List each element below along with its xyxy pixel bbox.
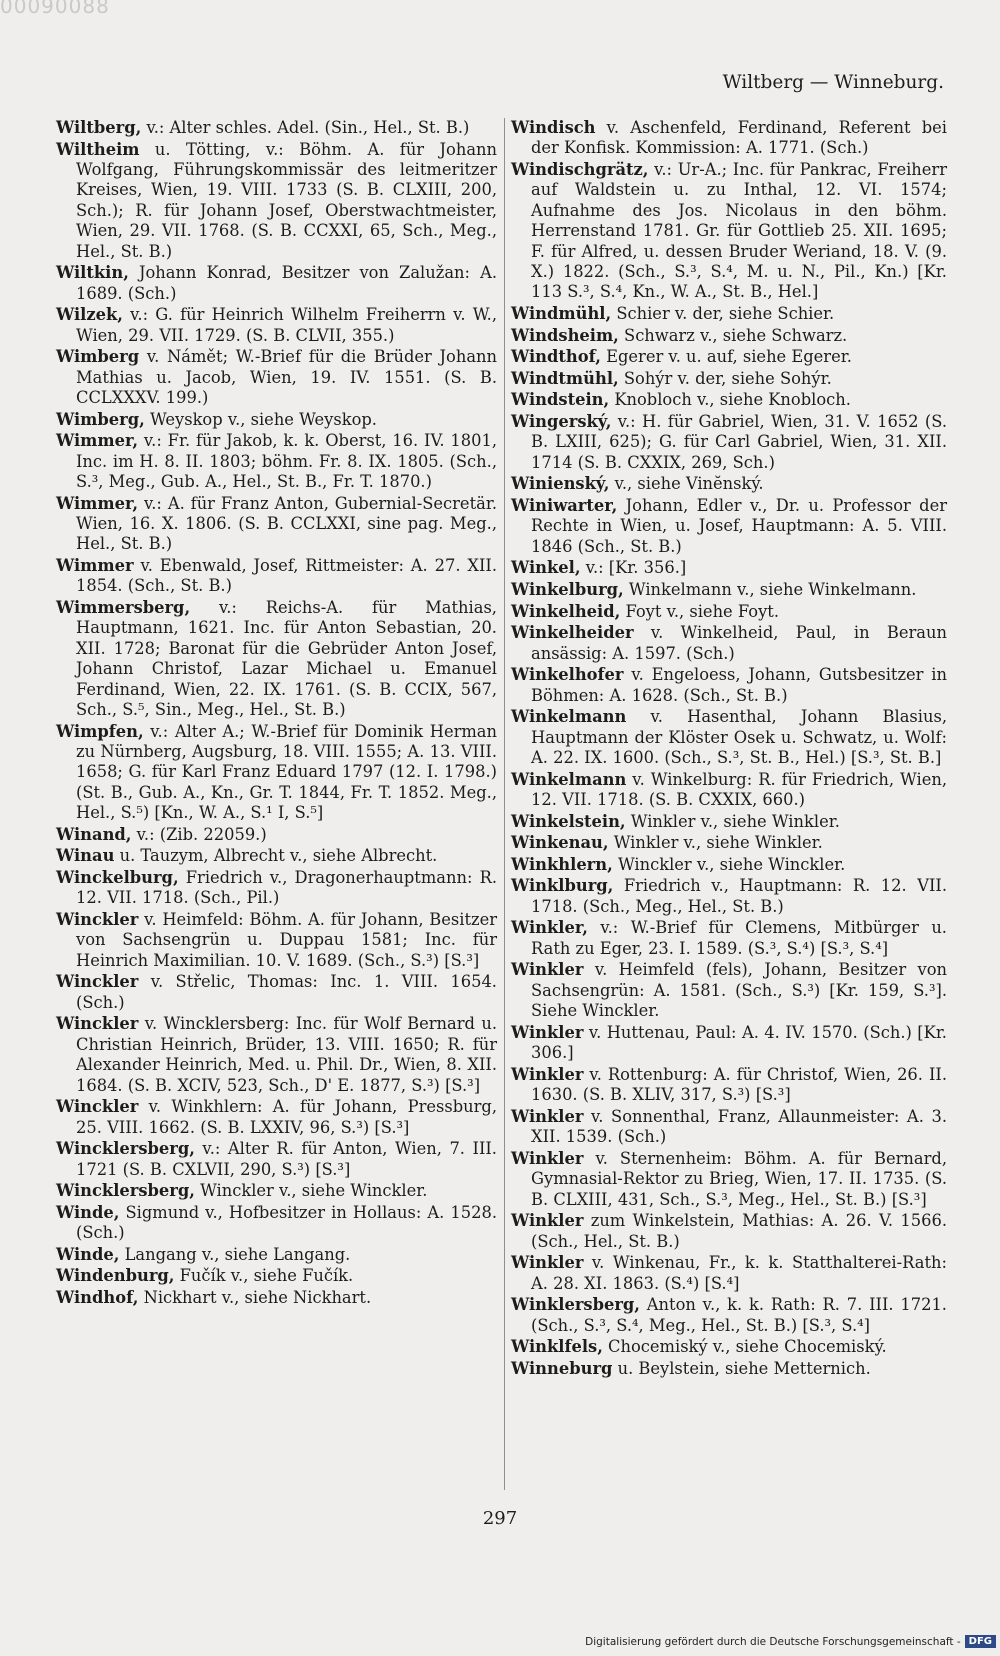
entry [511, 960, 947, 1021]
entry [511, 304, 947, 324]
entry-headword: Winkenau, [511, 833, 609, 853]
entry [511, 1337, 947, 1357]
left-column [56, 118, 497, 1310]
entry [56, 846, 497, 866]
entry [511, 770, 947, 811]
entry-text: v. Námět; W.-Brief für die Brüder Johann Mathias u. Jacob, Wien, 19. IV. 1551. (S. B. CCLXXXV. 199.) [76, 347, 497, 408]
entry-headword: Windenburg, [56, 1266, 175, 1286]
entry-headword: Winckler [56, 1014, 139, 1034]
entry-text: Winkler v., siehe Winkler. [608, 833, 823, 853]
entry-text: v. Rottenburg: A. für Christof, Wien, 26. II. 1630. (S. B. XLIV, 317, S.³) [S.³] [531, 1064, 947, 1105]
entry-headword: Windstein, [511, 390, 610, 410]
footer-text: Digitalisierung gefördert durch die Deutsche Forschungsgemeinschaft - [585, 1635, 961, 1648]
entry-headword: Wimmer, [56, 493, 139, 513]
page-number: 297 [482, 1508, 518, 1529]
entry-headword: Winklburg, [511, 876, 614, 896]
entry-headword: Wimmer, [56, 431, 139, 451]
entry-headword: Winkelmann [511, 707, 627, 727]
entry-text: v. Winkenau, Fr., k. k. Statthalterei-Rath: A. 28. XI. 1863. (S.⁴) [S.⁴] [531, 1253, 947, 1293]
entry [56, 1014, 497, 1096]
entry-headword: Winiwarter, [511, 496, 618, 515]
entry-text: u. Beylstein, siehe Metternich. [612, 1358, 871, 1378]
entry-text: v.: Alter R. für Anton, Wien, 7. III. 1721 (S. B. CXLVII, 290, S.³) [S.³] [76, 1139, 497, 1179]
entry [511, 1149, 947, 1210]
entry [56, 722, 497, 824]
entry-headword: Winde, [56, 1202, 120, 1222]
entry-headword: Winklersberg, [511, 1295, 640, 1315]
footer [585, 1635, 996, 1648]
entry-text: u. Tauzym, Albrecht v., siehe Albrecht. [114, 846, 438, 866]
entry-headword: Winkelheider [511, 623, 634, 643]
entry [56, 494, 497, 555]
entry-headword: Winneburg [511, 1358, 613, 1378]
entry [56, 1203, 497, 1244]
entry-text: Winkelmann v., siehe Winkelmann. [623, 580, 917, 599]
entry-text: v.: W.-Brief für Clemens, Mitbürger u. Rath zu Eger, 23. I. 1589. (S.³, S.⁴) [S.³, S.⁴] [531, 918, 947, 958]
entry-headword: Winkler [511, 1253, 584, 1273]
entry-headword: Winkelstein, [511, 811, 626, 831]
entry-text: Winkler v., siehe Winkler. [625, 811, 840, 831]
entry-headword: Windtmühl, [511, 368, 619, 388]
entry-text: v.: Fr. für Jakob, k. k. Oberst, 16. IV. 1801, Inc. im H. 8. II. 1803; böhm. Fr. 8. IX. 1805. (Sch., S.³, Meg., Gub. A., Hel., St. B., Fr. T. 1870.) [76, 431, 497, 492]
running-head: Wiltberg — Winneburg. [722, 72, 944, 93]
entry [511, 390, 947, 410]
right-column [511, 118, 947, 1380]
entry [511, 160, 947, 303]
entry-headword: Wincklersberg, [56, 1139, 195, 1159]
entry [56, 431, 497, 492]
entry [511, 623, 947, 664]
entry [511, 707, 947, 768]
entry [511, 118, 947, 159]
entry-headword: Wimberg [56, 347, 140, 367]
entry [511, 918, 947, 959]
entry [56, 1288, 497, 1308]
entry-headword: Windsheim, [511, 325, 619, 345]
entry-headword: Wimmersberg, [56, 598, 191, 618]
entry-text: v. Winkelheid, Paul, in Beraun ansässig: A. 1597. (Sch.) [531, 623, 947, 663]
entry-headword: Windhof, [56, 1288, 139, 1308]
entry-text: v. Střelic, Thomas: Inc. 1. VIII. 1654. (Sch.) [76, 972, 497, 1012]
entry-headword: Winkler [511, 1064, 584, 1084]
entry [511, 412, 947, 473]
entry-headword: Windthof, [511, 347, 601, 367]
entry-headword: Wiltkin, [56, 263, 129, 283]
entry [56, 263, 497, 304]
entry [511, 326, 947, 346]
entry-text: v.: Reichs-A. für Mathias, Hauptmann, 1621. Inc. für Anton Sebastian, 20. XII. 1728; Baronat für die Gebrüder Anton Josef, Johann Christof, Lazar Michael u. Emanuel Ferdinand, Wien, 22. IX. 1761. (S. B. CCIX, 567, Sch., S.⁵, Sin., Meg., Hel., St. B.) [76, 598, 497, 720]
entry-headword: Winkelmann [511, 769, 627, 789]
entry-text: Knobloch v., siehe Knobloch. [609, 390, 851, 410]
entry-text: v. Sonnenthal, Franz, Allaunmeister: A. 3. XII. 1539. (Sch.) [531, 1106, 947, 1147]
dfg-logo: DFG [965, 1635, 996, 1648]
entry-text: v.: H. für Gabriel, Wien, 31. V. 1652 (S. B. LXIII, 625); G. für Carl Gabriel, Wien, 31. XII. 1714 (S. B. CXXIX, 269, Sch.) [531, 412, 947, 472]
entry-text: Sohýr v. der, siehe Sohýr. [618, 368, 832, 388]
entry-text: Sigmund v., Hofbesitzer in Hollaus: A. 1528. (Sch.) [76, 1202, 497, 1243]
entry-headword: Windischgrätz, [511, 160, 649, 179]
entry-headword: Windisch [511, 118, 596, 137]
entry [511, 1359, 947, 1379]
entry-text: Winckler v., siehe Winckler. [194, 1181, 428, 1201]
entry [511, 1065, 947, 1106]
entry-headword: Winckler [56, 910, 139, 930]
entry-headword: Wilzek, [56, 305, 123, 325]
entry-text: v. Heimfeld (fels), Johann, Besitzer von Sachsengrün: A. 1581. (Sch., S.³) [Kr. 159, S.³]. Siehe Winckler. [531, 960, 947, 1021]
entry [56, 1139, 497, 1180]
entry [56, 410, 497, 430]
entry [56, 825, 497, 845]
entry [511, 1295, 947, 1336]
entry-headword: Winkel, [511, 558, 581, 578]
entry-text: Schwarz v., siehe Schwarz. [618, 325, 848, 345]
entry-text: v. Sternenheim: Böhm. A. für Bernard, Gymnasial-Rektor zu Brieg, Wien, 17. II. 1735. (S. B. CLXIII, 431, Sch., S.³, Meg., Hel., St. B.) [S.³] [531, 1148, 947, 1209]
entry [511, 665, 947, 706]
entry-text: Schier v. der, siehe Schier. [611, 304, 835, 324]
entry [56, 1245, 497, 1265]
entry-text: v. Wincklersberg: Inc. für Wolf Bernard u. Christian Heinrich, Brüder, 13. VIII. 1650; R. für Alexander Heinrich, Med. u. Phil. Dr., Wien, 8. XII. 1684. (S. B. XCIV, 523, Sch., D' E. 1877, S.³) [S.³] [76, 1014, 497, 1095]
entry-text: Foyt v., siehe Foyt. [620, 601, 779, 621]
entry [511, 496, 947, 557]
entry-text: Chocemiský v., siehe Chocemiský. [602, 1337, 887, 1357]
entry-headword: Winkler [511, 1022, 584, 1042]
entry [511, 833, 947, 853]
entry [511, 812, 947, 832]
entry [511, 369, 947, 389]
entry-headword: Wimberg, [56, 409, 145, 429]
entry [56, 140, 497, 262]
entry-headword: Winkelburg, [511, 580, 624, 599]
entry-text: Friedrich v., Dragonerhauptmann: R. 12. VII. 1718. (Sch., Pil.) [76, 868, 497, 908]
entry [56, 910, 497, 971]
entry [56, 598, 497, 720]
entry-text: v. Huttenau, Paul: A. 4. IV. 1570. (Sch.) [Kr. 306.] [531, 1022, 947, 1063]
entry-headword: Winkler, [511, 918, 588, 938]
entry-headword: Winkelhofer [511, 665, 624, 685]
entry-text: Johann Konrad, Besitzer von Zalužan: A. 1689. (Sch.) [76, 263, 497, 303]
entry-headword: Winkler [511, 1148, 584, 1168]
entry-text: Weyskop v., siehe Weyskop. [144, 409, 377, 429]
entry-headword: Winkhlern, [511, 854, 613, 874]
entry [56, 347, 497, 408]
entry-text: zum Winkelstein, Mathias: A. 26. V. 1566. (Sch., Hel., St. B.) [531, 1211, 947, 1251]
entry-text: Egerer v. u. auf, siehe Egerer. [600, 347, 852, 367]
entry [56, 868, 497, 909]
entry-headword: Winklfels, [511, 1337, 603, 1357]
column-divider [504, 118, 505, 1490]
entry-headword: Winkler [511, 960, 584, 980]
entry-text: Friedrich v., Hauptmann: R. 12. VII. 1718. (Sch., Meg., Hel., St. B.) [531, 876, 947, 916]
entry-headword: Winkler [511, 1211, 584, 1231]
entry-text: Winckler v., siehe Winckler. [612, 854, 846, 874]
entry [511, 474, 947, 494]
entry-text: v.: Alter schles. Adel. (Sin., Hel., St. B.) [141, 118, 470, 137]
entry [511, 580, 947, 600]
entry-headword: Winkler [511, 1106, 584, 1126]
entry-headword: Wiltberg, [56, 118, 142, 137]
entry-text: v. Aschenfeld, Ferdinand, Referent bei der Konfisk. Kommission: A. 1771. (Sch.) [531, 118, 947, 158]
entry [511, 855, 947, 875]
entry-text: v. Winkhlern: A. für Johann, Pressburg, 25. VIII. 1662. (S. B. LXXIV, 96, S.³) [S.³] [76, 1097, 497, 1137]
entry-text: v. Ebenwald, Josef, Rittmeister: A. 27. XII. 1854. (Sch., St. B.) [76, 556, 497, 596]
scan-id: 00090088 [0, 0, 110, 18]
entry-text: v., siehe Vinĕnský. [609, 474, 764, 494]
entry-headword: Winde, [56, 1244, 120, 1264]
entry-text: v.: A. für Franz Anton, Gubernial-Secretär. Wien, 16. X. 1806. (S. B. CCLXXI, sine pag. Meg., Hel., St. B.) [76, 493, 497, 554]
entry [56, 1266, 497, 1286]
entry [56, 1181, 497, 1201]
entry-headword: Winckelburg, [56, 868, 179, 888]
entry-headword: Winckler [56, 972, 139, 992]
entry [56, 305, 497, 346]
entry [56, 118, 497, 138]
entry-text: Anton v., k. k. Rath: R. 7. III. 1721. (Sch., S.³, S.⁴, Meg., Hel., St. B.) [S.³, S.⁴] [531, 1295, 947, 1335]
entry-text: v. Winkelburg: R. für Friedrich, Wien, 12. VII. 1718. (S. B. CXXIX, 660.) [531, 769, 947, 809]
entry [511, 1107, 947, 1148]
entry-headword: Wimpfen, [56, 721, 144, 741]
entry-text: v.: [Kr. 356.] [580, 558, 687, 578]
entry [511, 347, 947, 367]
entry-headword: Winkelheid, [511, 601, 621, 621]
entry [56, 1097, 497, 1138]
entry-headword: Winand, [56, 824, 132, 844]
entry-headword: Windmühl, [511, 304, 612, 324]
entry-text: u. Tötting, v.: Böhm. A. für Johann Wolfgang, Führungskommissär des leitmeritzer Kreises, Wien, 19. VIII. 1733 (S. B. CLXIII, 200, Sch.); R. für Johann Josef, Oberstwachtmeister, Wien, 29. VII. 1768. (S. B. CCXXI, 65, Sch., Meg., Hel., St. B.) [76, 139, 497, 261]
entry-text: v.: Ur-A.; Inc. für Pankrac, Freiherr auf Waldstein u. zu Inthal, 12. VI. 1574; Aufnahme des Jos. Nicolaus in den böhm. Herrenstand 1781. Gr. für Gottlieb 25. XII. 1695; F. für Alfred, u. dessen Bruder Weriand, 18. V. (9. X.) 1822. (Sch., S.³, S.⁴, M. u. N., Pil., Kn.) [Kr. 113 S.³, S.⁴, Kn., W. A., St. B., Hel.] [531, 160, 947, 302]
entry-headword: Winienský, [511, 474, 610, 494]
entry-headword: Wincklersberg, [56, 1181, 195, 1201]
entry-text: Fučík v., siehe Fučík. [174, 1266, 354, 1286]
entry [56, 556, 497, 597]
entry [511, 1211, 947, 1252]
entry-text: v.: (Zib. 22059.) [131, 824, 267, 844]
entry-text: v. Engeloess, Johann, Gutsbesitzer in Böhmen: A. 1628. (Sch., St. B.) [531, 665, 947, 705]
entry-text: Nickhart v., siehe Nickhart. [138, 1288, 372, 1308]
entry [511, 1253, 947, 1294]
entry-text: v.: G. für Heinrich Wilhelm Freiherrn v. W., Wien, 29. VII. 1729. (S. B. CLVII, 355.) [76, 305, 497, 345]
entry-text: v. Heimfeld: Böhm. A. für Johann, Besitzer von Sachsengrün u. Duppau 1581; Inc. für Heinrich Maximilian. 10. V. 1689. (Sch., S.³) [S.³] [76, 910, 497, 970]
entry-headword: Wimmer [56, 556, 134, 576]
entry [56, 972, 497, 1013]
entry [511, 1023, 947, 1064]
entry [511, 558, 947, 578]
entry-headword: Winckler [56, 1097, 139, 1117]
entry-headword: Wiltheim [56, 139, 140, 159]
entry-headword: Winau [56, 846, 115, 866]
entry-text: Johann, Edler v., Dr. u. Professor der Rechte in Wien, u. Josef, Hauptmann: A. 5. VIII. 1846 (Sch., St. B.) [531, 496, 947, 556]
entry [511, 876, 947, 917]
entry [511, 602, 947, 622]
entry-text: v.: Alter A.; W.-Brief für Dominik Herman zu Nürnberg, Augsburg, 18. VIII. 1555; A. 13. VIII. 1658; G. für Karl Franz Eduard 1797 (12. I. 1798.) (St. B., Gub. A., Kn., Gr. T. 1844, Fr. T. 1852. Meg., Hel., S.⁵) [Kn., W. A., S.¹ I, S.⁵] [76, 721, 497, 823]
entry-text: v. Hasenthal, Johann Blasius, Hauptmann der Klöster Osek u. Schwatz, u. Wolf: A. 22. IX. 1600. (Sch., S.³, St. B., Hel.) [S.³, St. B.] [531, 707, 947, 767]
entry-headword: Wingerský, [511, 412, 612, 431]
entry-text: Langang v., siehe Langang. [119, 1244, 351, 1264]
